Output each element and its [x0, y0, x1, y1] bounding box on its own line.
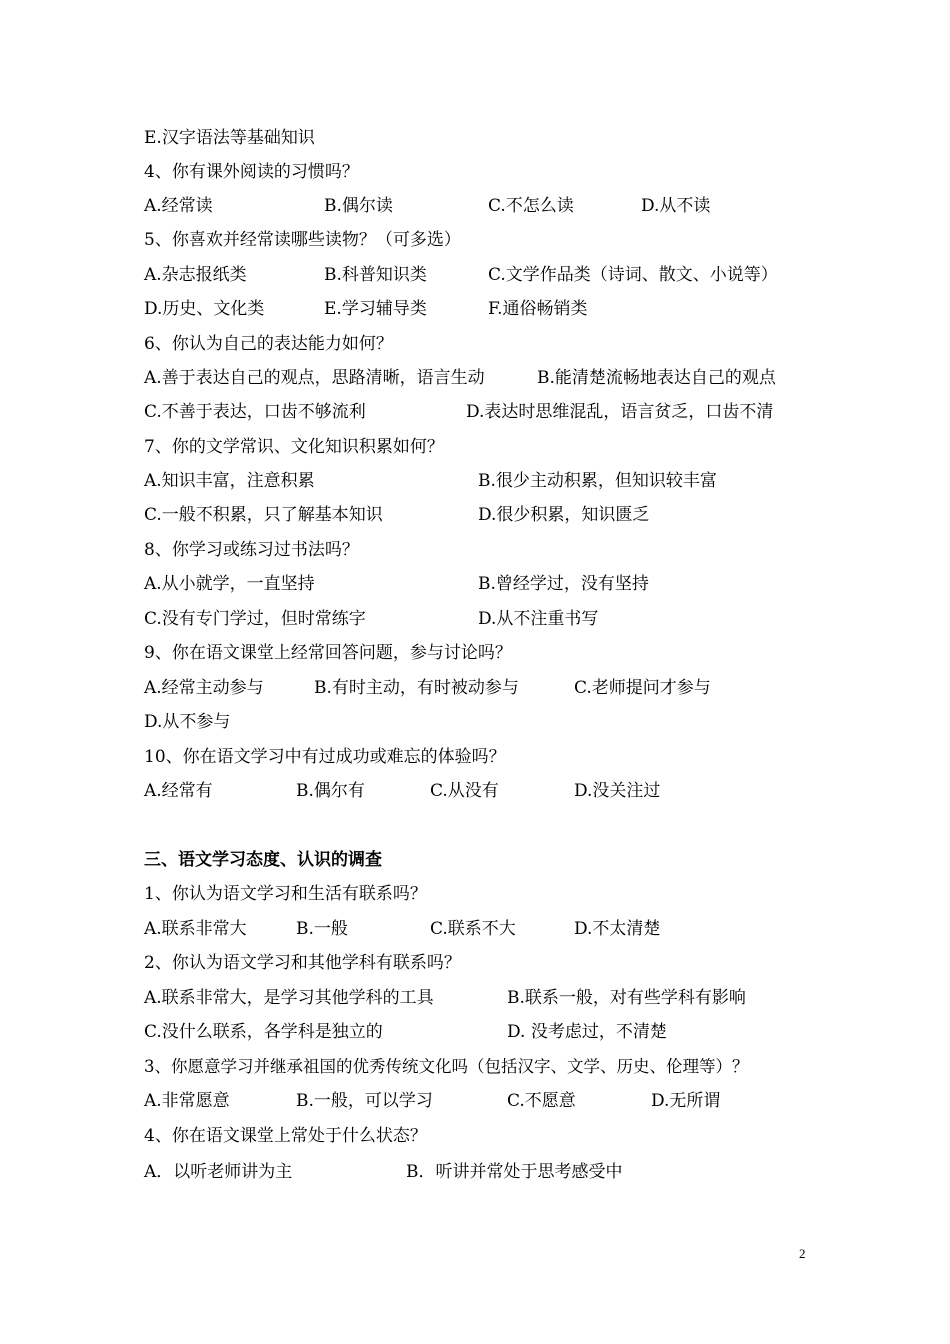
s3-question-3: 3、你愿意学习并继承祖国的优秀传统文化吗（包括汉字、文学、历史、伦理等）？	[144, 1057, 749, 1076]
option-c: C.没什么联系，各学科是独立的	[144, 1022, 383, 1042]
question-10: 10、你在语文学习中有过成功或难忘的体验吗？	[144, 747, 506, 767]
option-a: A.知识丰富，注意积累	[144, 471, 315, 491]
option-a: A.联系非常大，是学习其他学科的工具	[144, 988, 434, 1008]
question-5: 5、你喜欢并经常读哪些读物？（可多选）	[144, 230, 461, 250]
s3-question-4: 4、你在语文课堂上常处于什么状态？	[144, 1126, 427, 1146]
option-a: A．以听老师讲为主	[144, 1162, 293, 1182]
option-a: A.善于表达自己的观点，思路清晰，语言生动	[144, 368, 485, 388]
s3-question-1: 1、你认为语文学习和生活有联系吗？	[144, 884, 427, 904]
question-9: 9、你在语文课堂上经常回答问题，参与讨论吗？	[144, 643, 512, 663]
option-d: D.从不注重书写	[478, 609, 599, 629]
option-b: B.很少主动积累，但知识较丰富	[478, 471, 717, 491]
option-a: A.联系非常大	[144, 919, 247, 939]
option-c: C.老师提问才参与	[574, 678, 711, 698]
option-d: D.从不参与	[144, 712, 231, 732]
option-b: B.偶尔读	[324, 196, 393, 216]
option-b: B.偶尔有	[296, 781, 365, 801]
option-a: A.经常主动参与	[144, 678, 264, 698]
question-7: 7、你的文学常识、文化知识积累如何？	[144, 437, 444, 457]
option-c: C.从没有	[430, 781, 499, 801]
option-c: C.不善于表达，口齿不够流利	[144, 402, 366, 422]
option-b: B.联系一般，对有些学科有影响	[507, 988, 746, 1008]
option-c: C.一般不积累，只了解基本知识	[144, 505, 383, 525]
option-a: A.杂志报纸类	[144, 265, 247, 285]
question-6: 6、你认为自己的表达能力如何？	[144, 334, 393, 354]
option-d: D.历史、文化类	[144, 299, 265, 319]
page-number: 2	[799, 1246, 806, 1261]
section-heading: 三、语文学习态度、认识的调查	[144, 850, 382, 870]
option-d: D.从不读	[641, 196, 711, 216]
option-e: E.汉字语法等基础知识	[144, 128, 315, 148]
option-b: B.曾经学过，没有坚持	[478, 574, 649, 594]
option-d: D.不太清楚	[574, 919, 661, 939]
option-b: B.能清楚流畅地表达自己的观点	[537, 368, 776, 388]
option-f: F.通俗畅销类	[488, 299, 588, 319]
question-8: 8、你学习或练习过书法吗？	[144, 540, 359, 560]
option-b: B．听讲并常处于思考感受中	[406, 1162, 623, 1182]
option-e: E.学习辅导类	[324, 299, 427, 319]
option-b: B.有时主动，有时被动参与	[314, 678, 519, 698]
option-b: B.一般，可以学习	[296, 1091, 433, 1111]
option-c: C.没有专门学过，但时常练字	[144, 609, 366, 629]
question-4: 4、你有课外阅读的习惯吗？	[144, 162, 359, 182]
option-c: C.不愿意	[507, 1091, 576, 1111]
option-c: C.联系不大	[430, 919, 516, 939]
option-d: D.很少积累，知识匮乏	[478, 505, 650, 525]
option-a: A.非常愿意	[144, 1091, 230, 1111]
option-b: B.一般	[296, 919, 348, 939]
option-d: D.无所谓	[651, 1091, 721, 1111]
option-a: A.经常有	[144, 781, 213, 801]
option-b: B.科普知识类	[324, 265, 427, 285]
option-c: C.不怎么读	[488, 196, 574, 216]
option-a: A.经常读	[144, 196, 213, 216]
option-d: D.没关注过	[574, 781, 661, 801]
option-d: D. 没考虑过，不清楚	[507, 1022, 667, 1042]
option-a: A.从小就学，一直坚持	[144, 574, 315, 594]
option-d: D.表达时思维混乱，语言贫乏，口齿不清	[466, 402, 774, 422]
s3-question-2: 2、你认为语文学习和其他学科有联系吗？	[144, 953, 461, 973]
option-c: C.文学作品类（诗词、散文、小说等）	[488, 265, 778, 285]
